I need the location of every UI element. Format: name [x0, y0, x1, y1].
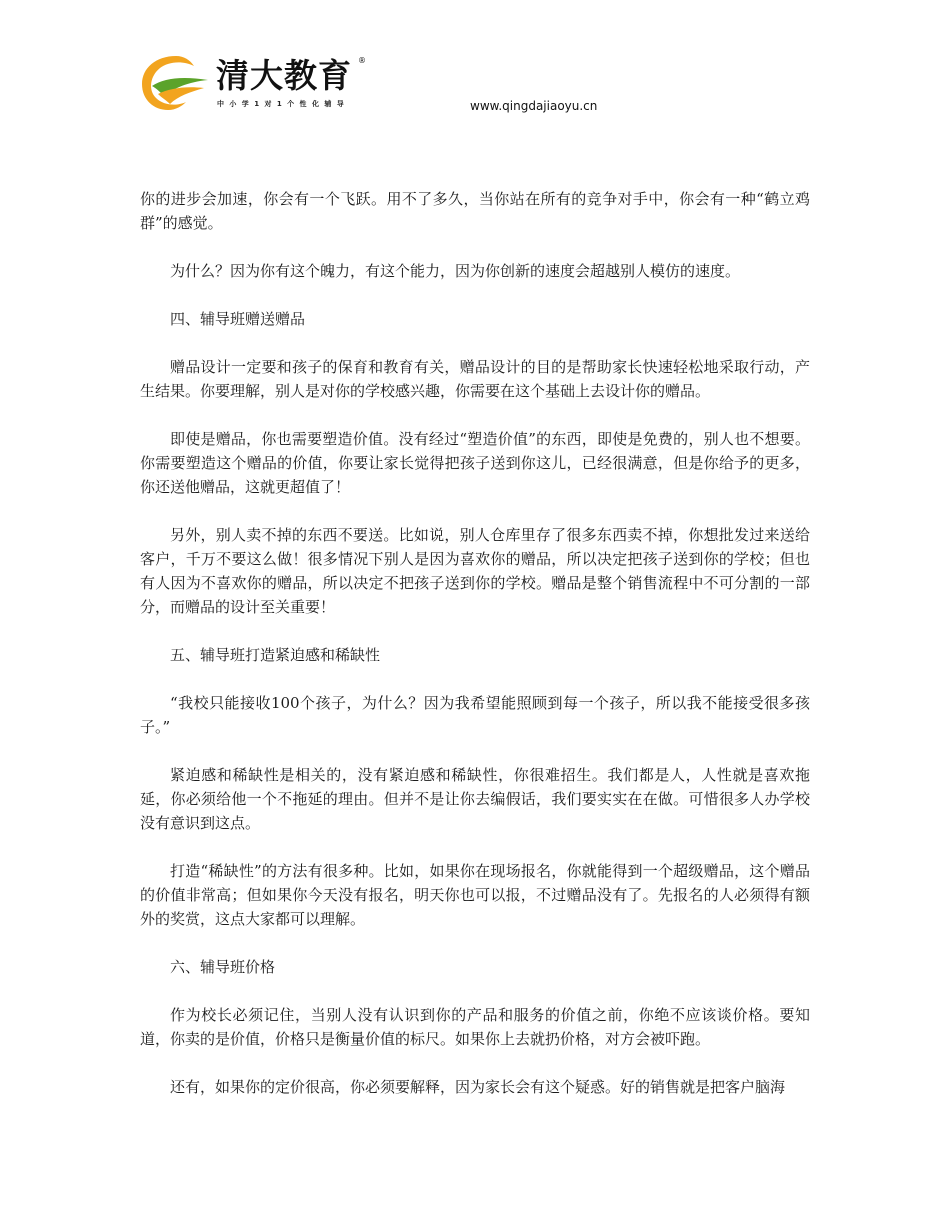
brand-name: 清大教育 — [216, 56, 352, 95]
site-url[interactable]: www.qingdajiaoyu.cn — [470, 99, 598, 113]
section-heading-4: 四、辅导班赠送赠品 — [170, 310, 306, 328]
paragraph-3: 赠品设计一定要和孩子的保育和教育有关，赠品设计的目的是帮助家长快速轻松地采取行动，产生结果。你要理解，别人是对你的学校感兴趣，你需要在这个基础上去设计你的赠品。 — [140, 358, 810, 400]
page-header — [138, 52, 618, 122]
document-body — [140, 187, 810, 1123]
registered-mark: ® — [358, 56, 366, 65]
paragraph-4: 即使是赠品，你也需要塑造价值。没有经过“塑造价值”的东西，即使是免费的，别人也不想要。你需要塑造这个赠品的价值，你要让家长觉得把孩子送到你这儿，已经很满意，但是你给予的更多，你还送他赠品，这就更超值了！ — [140, 430, 810, 496]
section-heading-6: 六、辅导班价格 — [170, 958, 276, 976]
paragraph-9: 作为校长必须记住，当别人没有认识到你的产品和服务的价值之前，你绝不应该谈价格。要知道，你卖的是价值，价格只是衡量价值的标尺。如果你上去就扔价格，对方会被吓跑。 — [140, 1006, 810, 1048]
brand-tagline: 中小学1对1个性化辅导 — [217, 100, 350, 108]
paragraph-5: 另外，别人卖不掉的东西不要送。比如说，别人仓库里存了很多东西卖不掉，你想批发过来送给客户，千万不要这么做！很多情况下别人是因为喜欢你的赠品，所以决定把孩子送到你的学校；但也有人因为不喜欢你的赠品，所以决定不把孩子送到你的学校。赠品是整个销售流程中不可分割的一部分，而赠品的设计至关重要！ — [140, 526, 810, 616]
paragraph-1: 你的进步会加速，你会有一个飞跃。用不了多久，当你站在所有的竞争对手中，你会有一种“鹤立鸡群”的感觉。 — [140, 190, 810, 232]
section-heading-5: 五、辅导班打造紧迫感和稀缺性 — [170, 646, 381, 664]
paragraph-6: “我校只能接收100个孩子，为什么？因为我希望能照顾到每一个孩子，所以我不能接受很多孩子。” — [140, 694, 810, 736]
paragraph-10: 还有，如果你的定价很高，你必须要解释，因为家长会有这个疑惑。好的销售就是把客户脑海 — [170, 1078, 786, 1096]
paragraph-8: 打造“稀缺性”的方法有很多种。比如，如果你在现场报名，你就能得到一个超级赠品，这个赠品的价值非常高；但如果你今天没有报名，明天你也可以报，不过赠品没有了。先报名的人必须得有额外的奖赏，这点大家都可以理解。 — [140, 862, 810, 928]
paragraph-7: 紧迫感和稀缺性是相关的，没有紧迫感和稀缺性，你很难招生。我们都是人，人性就是喜欢拖延，你必须给他一个不拖延的理由。但并不是让你去编假话，我们要实实在在做。可惜很多人办学校没有意识到这点。 — [140, 766, 810, 832]
paragraph-2: 为什么？因为你有这个魄力，有这个能力，因为你创新的速度会超越别人模仿的速度。 — [170, 262, 741, 280]
qingda-logo-icon — [138, 52, 214, 114]
